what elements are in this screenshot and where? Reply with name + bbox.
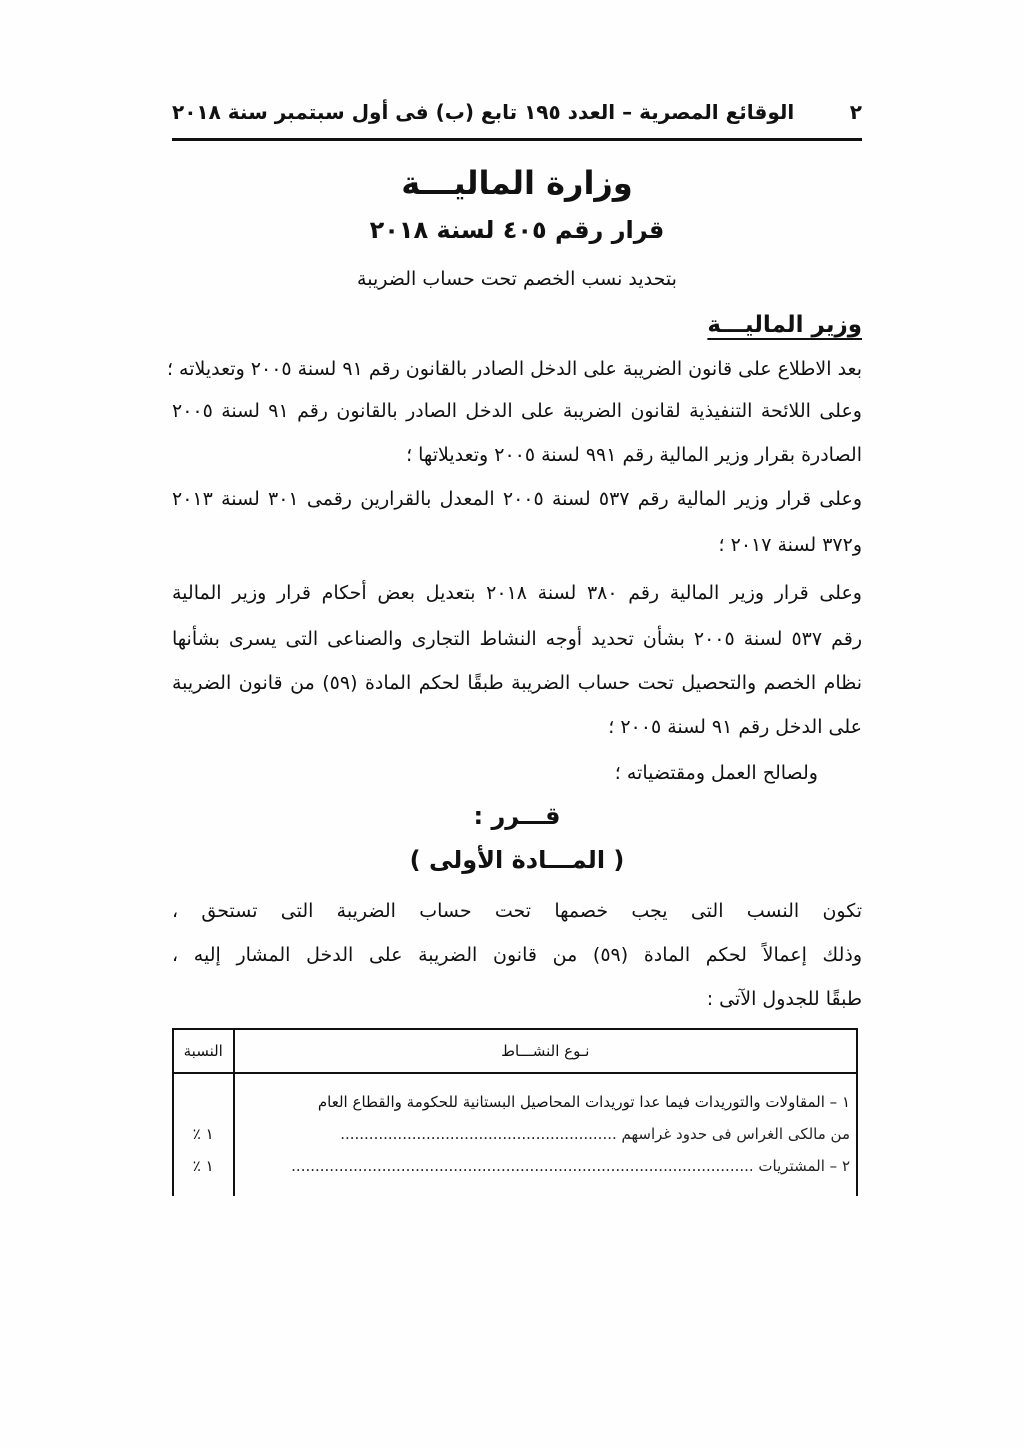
activity-cell: [234, 1073, 858, 1196]
activity-2-line-1: ٢ – المشتريات .................................................................................................: [291, 1157, 850, 1175]
decree-subject: بتحديد نسب الخصم تحت حساب الضريبة: [357, 268, 677, 290]
page-number: ٢: [849, 100, 862, 124]
preamble-paragraph-5: ولصالح العمل ومقتضياته ؛: [614, 762, 818, 784]
preamble-paragraph-4-line-1: وعلى قرار وزير المالية رقم ٣٨٠ لسنة ٢٠١٨ بتعديل بعض أحكام قرار وزير المالية: [172, 582, 862, 604]
rate-cell: [173, 1073, 234, 1196]
page-header: [172, 92, 862, 132]
article-heading: ( المـــادة الأولى ): [409, 846, 625, 874]
header-rate: النسبة: [173, 1029, 234, 1073]
preamble-paragraph-4-line-3: نظام الخصم والتحصيل تحت حساب الضريبة طبقًا لحكم المادة (٥٩) من قانون الضريبة: [172, 672, 863, 694]
article-text-line-2: وذلك إعمالاً لحكم المادة (٥٩) من قانون الضريبة على الدخل المشار إليه ،: [172, 944, 862, 966]
preamble-paragraph-2-line-2: الصادرة بقرار وزير المالية رقم ٩٩١ لسنة ٢٠٠٥ وتعديلاتها ؛: [406, 444, 862, 466]
preamble-paragraph-1: بعد الاطلاع على قانون الضريبة على الدخل الصادر بالقانون رقم ٩١ لسنة ٢٠٠٥ وتعديلاته ؛: [166, 358, 862, 380]
rates-table: [172, 1028, 858, 1196]
minister-heading: وزير الماليـــة: [707, 312, 862, 338]
preamble-paragraph-4-line-2: رقم ٥٣٧ لسنة ٢٠٠٥ بشأن تحديد أوجه النشاط التجارى والصناعى التى يسرى بشأنها: [172, 628, 862, 650]
activity-2-rate: ١ ٪: [192, 1157, 214, 1175]
preamble-paragraph-4-line-4: على الدخل رقم ٩١ لسنة ٢٠٠٥ ؛: [608, 716, 862, 738]
activity-1-line-1: ١ – المقاولات والتوريدات فيما عدا توريدات المحاصيل البستانية للحكومة والقطاع العام: [317, 1093, 850, 1111]
table-header-row: [173, 1029, 857, 1073]
header-activity: نـوع النشـــاط: [234, 1029, 858, 1073]
article-text-line-3: طبقًا للجدول الآتى :: [706, 988, 862, 1010]
decision-heading: قـــرر :: [473, 802, 561, 830]
ministry-title: وزارة الماليـــة: [401, 164, 633, 202]
activity-1-line-2: من مالكى الغراس فى حدود غراسهم ..........................................................: [340, 1125, 850, 1143]
table-row: [173, 1073, 857, 1196]
running-title: الوقائع المصرية – العدد ١٩٥ تابع (ب) فى أول سبتمبر سنة ٢٠١٨: [172, 100, 795, 124]
decree-number: قرار رقم ٤٠٥ لسنة ٢٠١٨: [369, 216, 665, 244]
preamble-paragraph-2-line-1: وعلى اللائحة التنفيذية لقانون الضريبة على الدخل الصادر بالقانون رقم ٩١ لسنة ٢٠٠٥: [172, 400, 862, 422]
preamble-paragraph-3-line-1: وعلى قرار وزير المالية رقم ٥٣٧ لسنة ٢٠٠٥ المعدل بالقرارين رقمى ٣٠١ لسنة ٢٠١٣: [172, 488, 862, 510]
header-divider: [172, 138, 862, 141]
article-text-line-1: تكون النسب التى يجب خصمها تحت حساب الضريبة التى تستحق ،: [172, 900, 862, 922]
preamble-paragraph-3-line-2: و٣٧٢ لسنة ٢٠١٧ ؛: [718, 534, 862, 556]
activity-1-rate: ١ ٪: [192, 1125, 214, 1143]
